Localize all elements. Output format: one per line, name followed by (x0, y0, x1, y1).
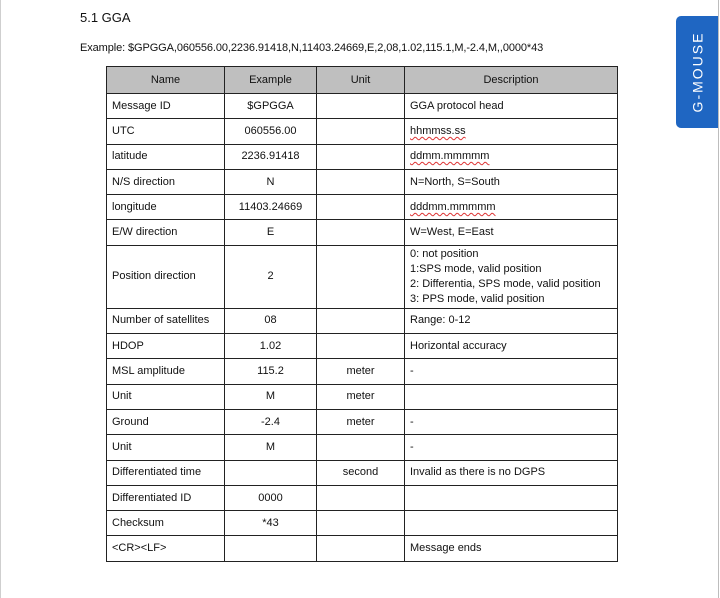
cell-unit: second (317, 460, 405, 485)
cell-description: Range: 0-12 (405, 308, 618, 333)
cell-example: *43 (225, 511, 317, 536)
cell-unit (317, 511, 405, 536)
section-heading: 5.1 GGA (80, 10, 131, 25)
cell-name: <CR><LF> (107, 536, 225, 561)
table-row (107, 195, 618, 220)
table-row (107, 119, 618, 144)
cell-name: latitude (107, 144, 225, 169)
header-name: Name (107, 67, 225, 94)
cell-unit: meter (317, 384, 405, 409)
cell-name: HDOP (107, 334, 225, 359)
table-row (107, 308, 618, 333)
cell-description: Message ends (405, 536, 618, 561)
cell-description: N=North, S=South (405, 169, 618, 194)
cell-name: longitude (107, 195, 225, 220)
cell-unit (317, 169, 405, 194)
cell-unit (317, 435, 405, 460)
cell-description: Invalid as there is no DGPS (405, 460, 618, 485)
cell-example (225, 460, 317, 485)
cell-description (405, 384, 618, 409)
cell-unit (317, 195, 405, 220)
cell-example: M (225, 384, 317, 409)
cell-description: - (405, 409, 618, 434)
cell-description (405, 511, 618, 536)
cell-unit (317, 119, 405, 144)
cell-name: Number of satellites (107, 308, 225, 333)
cell-description: GGA protocol head (405, 94, 618, 119)
description-line: 2: Differentia, SPS mode, valid position (410, 277, 601, 290)
description-line: 0: not position (410, 247, 479, 260)
cell-name: Differentiated time (107, 460, 225, 485)
description-line: 1:SPS mode, valid position (410, 262, 542, 275)
cell-description: W=West, E=East (405, 220, 618, 245)
cell-example: 2236.91418 (225, 144, 317, 169)
cell-unit (317, 536, 405, 561)
cell-unit (317, 308, 405, 333)
table-row (107, 220, 618, 245)
cell-unit: meter (317, 409, 405, 434)
cell-description: Horizontal accuracy (405, 334, 618, 359)
cell-unit (317, 144, 405, 169)
cell-name: Message ID (107, 94, 225, 119)
cell-example: M (225, 435, 317, 460)
cell-example: 11403.24669 (225, 195, 317, 220)
cell-description (405, 144, 618, 169)
header-description: Description (405, 67, 618, 94)
table-row (107, 245, 618, 308)
gga-spec-table (106, 66, 618, 562)
page-border-right (718, 0, 719, 598)
cell-name: Unit (107, 384, 225, 409)
table-row (107, 359, 618, 384)
cell-name: MSL amplitude (107, 359, 225, 384)
table-row (107, 384, 618, 409)
page-border-left (0, 0, 1, 598)
cell-description: - (405, 359, 618, 384)
table-row (107, 460, 618, 485)
cell-name: N/S direction (107, 169, 225, 194)
table-row (107, 435, 618, 460)
table-row (107, 511, 618, 536)
example-sentence: Example: $GPGGA,060556.00,2236.91418,N,11403.24669,E,2,08,1.02,115.1,M,-2.4,M,,0000*43 (80, 42, 544, 54)
header-unit: Unit (317, 67, 405, 94)
table-row (107, 94, 618, 119)
cell-example: -2.4 (225, 409, 317, 434)
cell-example: 060556.00 (225, 119, 317, 144)
cell-example: $GPGGA (225, 94, 317, 119)
cell-example (225, 536, 317, 561)
cell-example: 115.2 (225, 359, 317, 384)
side-tab (676, 16, 718, 128)
cell-description (405, 245, 618, 308)
cell-example: 1.02 (225, 334, 317, 359)
description-text: dddmm.mmmmm (410, 200, 496, 213)
table-header-row (107, 67, 618, 94)
cell-name: Differentiated ID (107, 485, 225, 510)
cell-description (405, 485, 618, 510)
cell-name: UTC (107, 119, 225, 144)
cell-name: Unit (107, 435, 225, 460)
cell-description (405, 119, 618, 144)
table-row (107, 536, 618, 561)
cell-example: 0000 (225, 485, 317, 510)
cell-unit (317, 220, 405, 245)
table-row (107, 334, 618, 359)
cell-description: - (405, 435, 618, 460)
description-text: hhmmss.ss (410, 124, 466, 137)
table-row (107, 169, 618, 194)
cell-name: E/W direction (107, 220, 225, 245)
cell-name: Checksum (107, 511, 225, 536)
cell-name: Position direction (107, 245, 225, 308)
table-row (107, 485, 618, 510)
table-row (107, 409, 618, 434)
header-example: Example (225, 67, 317, 94)
cell-example: 2 (225, 245, 317, 308)
cell-example: 08 (225, 308, 317, 333)
cell-example: N (225, 169, 317, 194)
cell-unit (317, 245, 405, 308)
description-line: 3: PPS mode, valid position (410, 292, 545, 305)
cell-description (405, 195, 618, 220)
cell-unit (317, 94, 405, 119)
cell-name: Ground (107, 409, 225, 434)
cell-unit (317, 485, 405, 510)
table-row (107, 144, 618, 169)
description-text: ddmm.mmmmm (410, 150, 490, 163)
cell-unit: meter (317, 359, 405, 384)
side-tab-label: G-MOUSE (689, 31, 706, 113)
cell-unit (317, 334, 405, 359)
cell-example: E (225, 220, 317, 245)
